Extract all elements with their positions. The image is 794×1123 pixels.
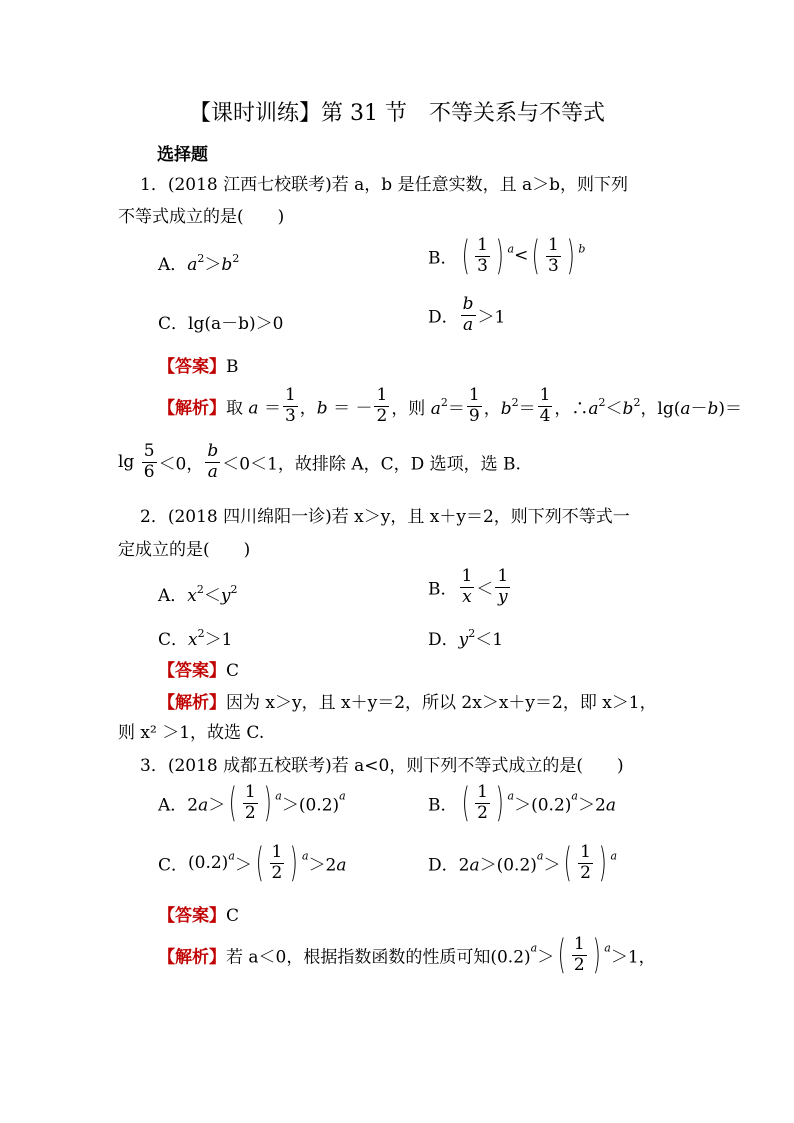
q2-stem-line2: 定成立的是( ) — [118, 540, 251, 560]
q1-solution-line1: 【解析】取 a ＝ $\frac{1}{3}$ ，b ＝ － $\frac{1}{2}$ ，则 $a^2=$ $\frac{1}{9}$ ，$b^2=$ $\frac{1}{4}$ ，$\therefore a^2<b^2$，lg(a－b)＝ — [158, 385, 743, 426]
q3-answer: 【答案】C — [158, 906, 240, 926]
q3-solution-line1: 【解析】若 a＜0，根据指数函数的性质可知$(0.2)^a>$( $\frac{1}{2}$ ) $^a$＞1， — [158, 932, 656, 979]
q1-option-b: B．( $\frac{1}{3}$ ) $^a$<( $\frac{1}{3}$ ) $^b$ — [428, 233, 586, 280]
q1-solution-line2: lg $\frac{5}{6}$ ＜0， $\frac{b}{a}$ ＜0＜1，故排除 A，C，D 选项，选 B. — [118, 441, 521, 482]
q1-option-c: C．lg(a－b)＞0 — [158, 314, 284, 334]
q2-option-b: B． $\frac{1}{x}$ ＜ $\frac{1}{y}$ — [428, 566, 509, 607]
q1-stem-line2: 不等式成立的是( ) — [118, 207, 285, 227]
q3-stem: 3．(2018 成都五校联考)若 a<0，则下列不等式成立的是( ) — [140, 756, 624, 776]
page-title: 【课时训练】第 31 节 不等关系与不等式 — [189, 101, 605, 126]
q3-option-d: D．$2a>(0.2)^a>$( $\frac{1}{2}$ ) $^a$ — [428, 840, 618, 887]
q2-answer: 【答案】C — [158, 661, 240, 681]
section-heading: 选择题 — [157, 145, 208, 165]
q1-stem-line1: 1．(2018 江西七校联考)若 a，b 是任意实数，且 a＞b，则下列 — [140, 175, 628, 195]
q1-option-d: D． $\frac{b}{a}$ ＞1 — [428, 294, 506, 335]
q2-solution-line2: 则 x² ＞1，故选 C. — [118, 723, 265, 743]
q3-option-c: C．$(0.2)^a>$( $\frac{1}{2}$ ) $^a$＞2a — [158, 840, 347, 887]
q1-answer: 【答案】B — [158, 357, 239, 377]
q3-option-b: B．( $\frac{1}{2}$ ) $^a>(0.2)^a>2a$ — [428, 780, 616, 827]
q2-solution-line1: 【解析】因为 x＞y，且 x＋y＝2，所以 2x＞x＋y＝2，即 x＞1， — [158, 693, 657, 713]
q2-option-c: C．$x^2>1$ — [158, 627, 233, 650]
q2-stem-line1: 2．(2018 四川绵阳一诊)若 x＞y，且 x＋y＝2，则下列不等式一 — [140, 507, 630, 527]
q2-option-d: D．$y^2<1$ — [428, 627, 504, 650]
q2-option-a: A．$x^2<y^2$ — [158, 583, 238, 606]
q3-option-a: A．2a＞( $\frac{1}{2}$ ) $^a>(0.2)^a$ — [158, 780, 346, 827]
q1-option-a: A．$a^2>b^2$ — [158, 252, 240, 275]
